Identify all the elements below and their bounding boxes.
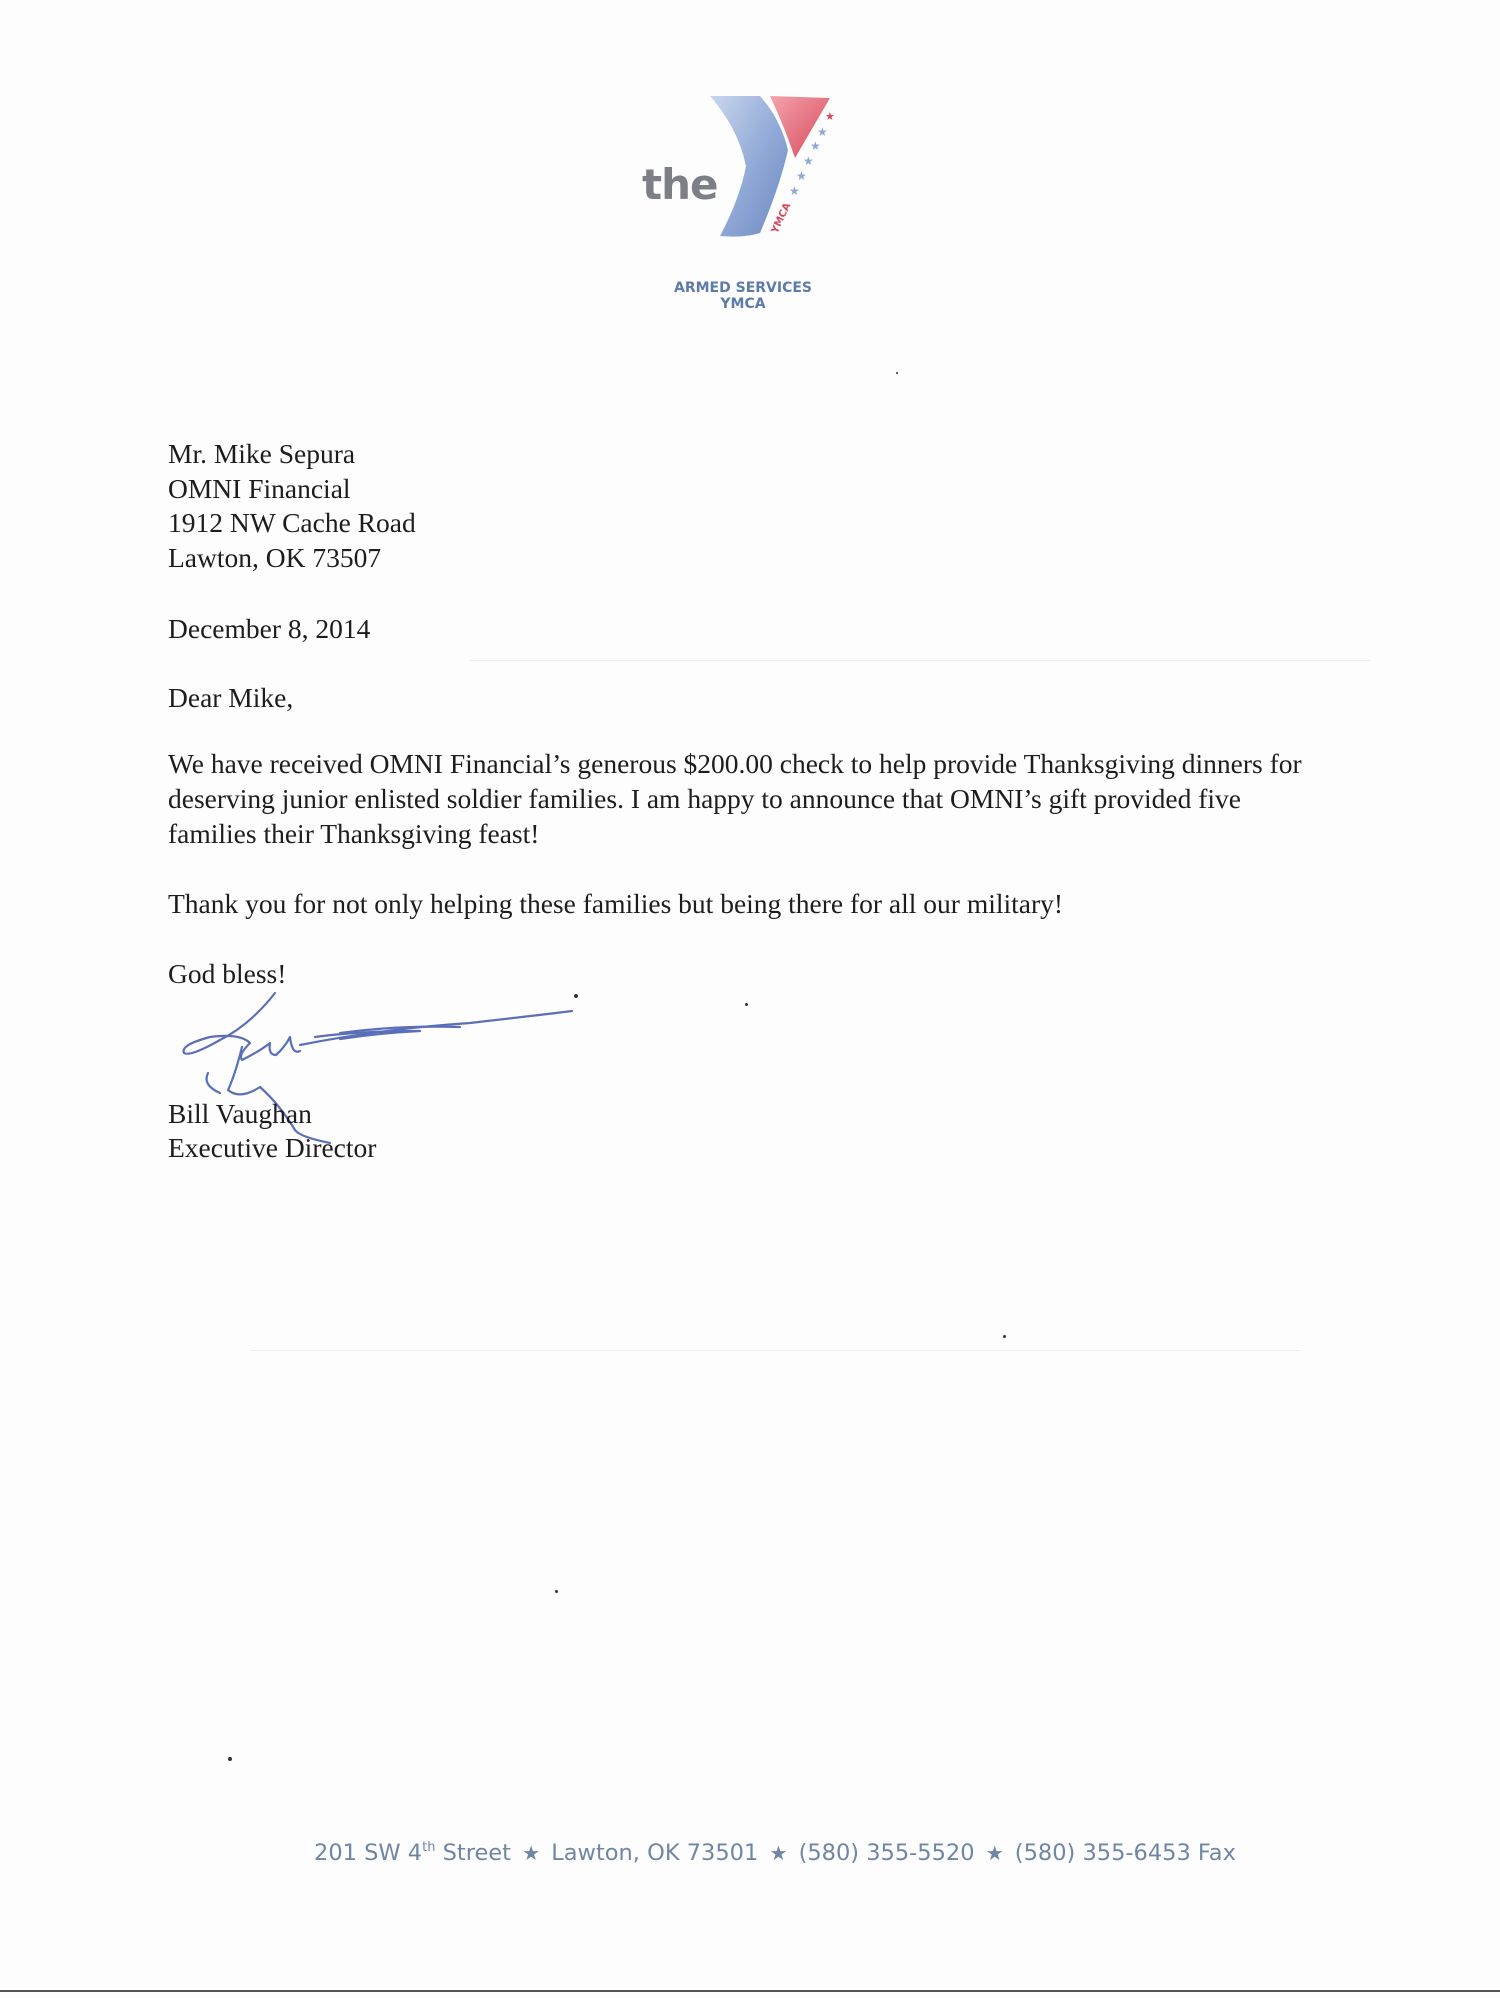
scan-bottom-edge [0,1990,1500,1992]
salutation: Dear Mike, [168,682,294,713]
recipient-company: OMNI Financial [168,472,351,504]
letterhead-footer [314,1840,1236,1866]
ymca-vertical-text: YMCA [769,201,794,236]
scan-speck [1003,1335,1006,1338]
closing: God bless! [168,958,287,989]
body-paragraph-2: Thank you for not only helping these families but being there for all our military! [168,888,1064,919]
footer-street-suffix: th [422,1840,436,1855]
recipient-city: Lawton, OK 73507 [168,541,382,573]
footer-phone: (580) 355-5520 [798,1840,975,1866]
signer-title: Executive Director [168,1132,377,1163]
scan-speck [228,1757,232,1761]
svg-text:★: ★ [796,169,807,183]
footer-street-word: Street [435,1840,511,1866]
svg-text:★: ★ [825,110,835,123]
recipient-name: Mr. Mike Sepura [168,438,356,469]
svg-text:★: ★ [789,184,800,198]
body-paragraph-1: We have received OMNI Financial’s generous $200.00 check to help provide Thanksgiving dinners for deserving junior enlisted soldier families. I am happy to announce that OMNI’s gift provided five families their Thanksgiving feast! [168,748,1302,849]
signer-name: Bill Vaughan [168,1098,312,1129]
footer-street-number: 201 SW 4 [314,1840,423,1866]
scan-speck [555,1590,558,1593]
footer-fax: (580) 355-6453 Fax [1014,1840,1236,1866]
star-separator-icon: ★ [769,1841,788,1865]
scan-speck [574,994,578,998]
logo-caption: ARMED SERVICES YMCA [674,280,812,312]
svg-text:★: ★ [817,125,828,139]
logo-word-the: the [642,160,718,209]
svg-text:★: ★ [810,139,821,153]
footer-city: Lawton, OK 73501 [551,1840,759,1866]
letter-date: December 8, 2014 [168,613,371,644]
star-separator-icon: ★ [985,1841,1004,1865]
recipient-street: 1912 NW Cache Road [168,507,416,538]
scan-speck [745,1003,748,1006]
scan-line [250,1350,1300,1351]
recipient-address [168,437,416,575]
scan-speck [896,372,898,374]
signer-block [168,1097,376,1165]
ymca-logo [620,88,870,298]
star-separator-icon: ★ [522,1841,541,1865]
svg-text:★: ★ [803,154,814,168]
scan-line [470,660,1370,661]
